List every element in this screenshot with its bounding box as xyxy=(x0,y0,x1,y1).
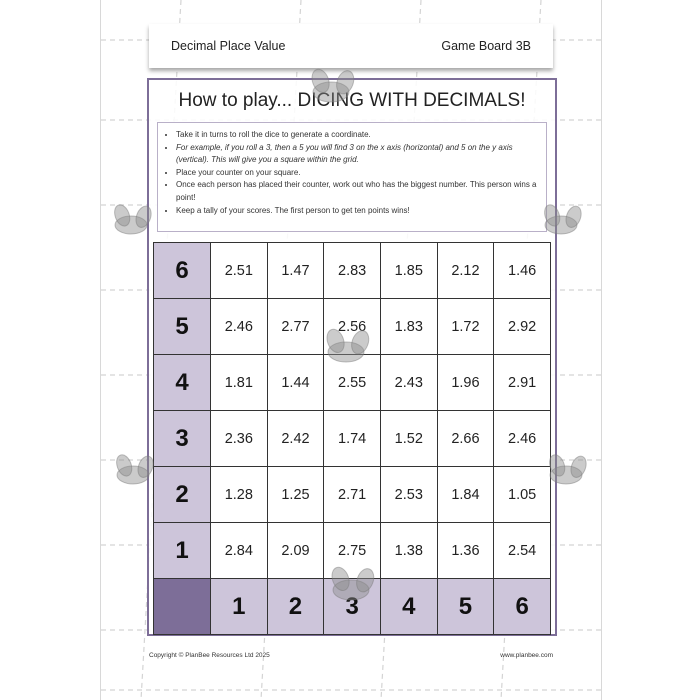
grid-cell[interactable]: 2.66 xyxy=(437,411,494,467)
grid-cell[interactable]: 2.83 xyxy=(324,243,381,299)
board-row xyxy=(154,243,551,299)
board-x-axis-row xyxy=(154,579,551,635)
y-axis-label: 4 xyxy=(154,355,211,411)
copyright-text: Copyright © PlanBee Resources Ltd 2025 xyxy=(149,652,270,659)
page-title: How to play... DICING WITH DECIMALS! xyxy=(178,90,526,111)
grid-cell[interactable]: 1.47 xyxy=(267,243,324,299)
y-axis-label: 1 xyxy=(154,523,211,579)
header-subject: Decimal Place Value xyxy=(171,39,286,53)
x-axis-label: 6 xyxy=(494,579,551,635)
grid-cell[interactable]: 2.51 xyxy=(211,243,268,299)
grid-cell[interactable]: 1.81 xyxy=(211,355,268,411)
grid-cell[interactable]: 2.12 xyxy=(437,243,494,299)
grid-cell[interactable]: 2.43 xyxy=(380,355,437,411)
grid-cell[interactable]: 1.36 xyxy=(437,523,494,579)
instructions-box xyxy=(157,122,547,232)
y-axis-label: 3 xyxy=(154,411,211,467)
instruction-item: • Take it in turns to roll the dice to generate a coordinate. xyxy=(176,129,540,142)
grid-cell[interactable]: 1.28 xyxy=(211,467,268,523)
x-axis-label: 4 xyxy=(380,579,437,635)
y-axis-label: 5 xyxy=(154,299,211,355)
website-link[interactable]: www.planbee.com xyxy=(500,652,553,659)
instruction-item: • Keep a tally of your scores. The first person to get ten points wins! xyxy=(176,205,540,218)
grid-cell[interactable]: 2.71 xyxy=(324,467,381,523)
grid-cell[interactable]: 1.72 xyxy=(437,299,494,355)
grid-cell[interactable]: 1.84 xyxy=(437,467,494,523)
page-header xyxy=(149,24,553,68)
grid-cell[interactable]: 2.55 xyxy=(324,355,381,411)
x-axis-label: 1 xyxy=(211,579,268,635)
grid-cell[interactable]: 2.56 xyxy=(324,299,381,355)
board-row xyxy=(154,411,551,467)
grid-cell[interactable]: 1.44 xyxy=(267,355,324,411)
board-row xyxy=(154,355,551,411)
grid-cell[interactable]: 2.09 xyxy=(267,523,324,579)
grid-cell[interactable]: 2.46 xyxy=(494,411,551,467)
grid-cell[interactable]: 2.92 xyxy=(494,299,551,355)
grid-cell[interactable]: 1.85 xyxy=(380,243,437,299)
instructions-list xyxy=(166,129,540,217)
x-axis-label: 2 xyxy=(267,579,324,635)
grid-cell[interactable]: 2.42 xyxy=(267,411,324,467)
grid-cell[interactable]: 2.54 xyxy=(494,523,551,579)
grid-cell[interactable]: 1.25 xyxy=(267,467,324,523)
grid-cell[interactable]: 2.91 xyxy=(494,355,551,411)
worksheet-page xyxy=(100,0,602,700)
board-row xyxy=(154,299,551,355)
game-frame xyxy=(147,78,557,636)
grid-cell[interactable]: 2.84 xyxy=(211,523,268,579)
grid-cell[interactable]: 2.53 xyxy=(380,467,437,523)
header-board-id: Game Board 3B xyxy=(441,39,531,53)
grid-cell[interactable]: 1.96 xyxy=(437,355,494,411)
grid-cell[interactable]: 1.38 xyxy=(380,523,437,579)
board-row xyxy=(154,467,551,523)
corner-cell xyxy=(154,579,211,635)
instruction-item: • For example, if you roll a 3, then a 5 you will find 3 on the x axis (horizontal) and 5 on the y axis (vertical). This will give you a square within the grid. xyxy=(176,142,540,167)
grid-cell[interactable]: 1.52 xyxy=(380,411,437,467)
game-board xyxy=(153,242,551,635)
grid-cell[interactable]: 2.36 xyxy=(211,411,268,467)
grid-cell[interactable]: 1.05 xyxy=(494,467,551,523)
grid-cell[interactable]: 1.74 xyxy=(324,411,381,467)
x-axis-label: 5 xyxy=(437,579,494,635)
grid-cell[interactable]: 1.46 xyxy=(494,243,551,299)
board-row xyxy=(154,523,551,579)
x-axis-label: 3 xyxy=(324,579,381,635)
instruction-item: • Once each person has placed their counter, work out who has the biggest number. This person wins a point! xyxy=(176,179,540,204)
grid-cell[interactable]: 1.83 xyxy=(380,299,437,355)
grid-cell[interactable]: 2.46 xyxy=(211,299,268,355)
y-axis-label: 2 xyxy=(154,467,211,523)
instruction-item: • Place your counter on your square. xyxy=(176,167,540,180)
grid-cell[interactable]: 2.75 xyxy=(324,523,381,579)
grid-cell[interactable]: 2.77 xyxy=(267,299,324,355)
y-axis-label: 6 xyxy=(154,243,211,299)
